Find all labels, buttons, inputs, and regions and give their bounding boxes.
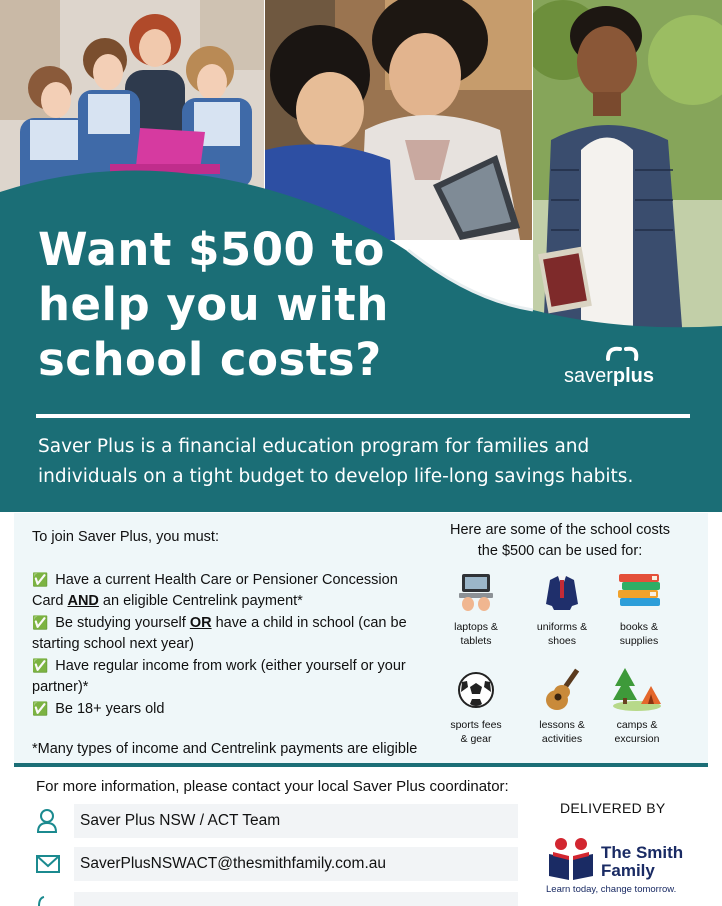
cost-label-line-1: laptops &	[454, 621, 498, 633]
program-description: Saver Plus is a financial education program for families and individuals on a tight budget to develop life-long savings habits.	[38, 436, 634, 487]
check-icon: ✅	[32, 658, 49, 673]
cost-camps	[601, 664, 673, 746]
cost-label-line-2: activities	[541, 733, 583, 745]
cost-label-line-1: sports fees	[450, 719, 502, 731]
cost-label-line-2: shoes	[547, 635, 577, 647]
check-icon: ✅	[32, 572, 49, 587]
smith-family-tagline: Learn today, change tomorrow.	[546, 884, 677, 895]
cost-label-line-2: excursion	[614, 733, 660, 745]
cost-label-line-1: books &	[620, 621, 658, 633]
soccer-ball-icon	[456, 668, 496, 712]
saverplus-logo	[560, 345, 672, 395]
eligibility-item-concession-card: ✅ Have a current Health Care or Pensioner Concession Card AND an eligible Centrelink payment*	[32, 572, 398, 609]
check-icon: ✅	[32, 615, 49, 630]
laptop-icon	[458, 570, 494, 614]
contact-phone-field	[74, 892, 518, 906]
headline-line-3: school costs?	[38, 333, 382, 386]
headline	[38, 222, 508, 387]
smith-family-logo-mark-icon	[545, 836, 597, 884]
cost-label-line-1: lessons &	[539, 719, 585, 731]
cost-laptops	[440, 570, 512, 648]
cost-label-line-2: supplies	[619, 635, 659, 647]
phone-icon	[36, 896, 52, 906]
headline-line-2: help you with	[38, 278, 389, 331]
cost-label-line-1: uniforms &	[536, 621, 588, 633]
cost-uniforms	[526, 570, 598, 648]
uniform-icon	[544, 570, 580, 614]
contact-team-field: Saver Plus NSW / ACT Team	[74, 804, 518, 838]
cost-books	[603, 570, 675, 648]
smith-family-name: The Smith Family	[601, 843, 684, 880]
hero-divider	[36, 414, 690, 418]
headline-line-1: Want $500 to	[38, 223, 385, 276]
section-divider	[14, 763, 708, 767]
books-icon	[614, 570, 664, 614]
school-costs-title: Here are some of the school costs the $500 can be used for:	[449, 522, 671, 559]
camp-tent-icon	[611, 664, 663, 712]
delivered-by-label: DELIVERED BY	[560, 800, 666, 816]
guitar-icon	[542, 666, 582, 712]
cost-sports	[440, 668, 512, 746]
eligibility-item-income: ✅ Have regular income from work (either yourself or your partner)*	[32, 658, 406, 695]
person-icon	[36, 808, 58, 834]
smith-family-logo	[545, 832, 705, 902]
email-icon	[36, 855, 60, 873]
saverplus-logo-mark-icon	[604, 345, 644, 367]
eligibility-list	[32, 527, 432, 760]
contact-email-link[interactable]: SaverPlusNSWACT@thesmithfamily.com.au	[74, 847, 518, 881]
cost-lessons	[526, 666, 598, 746]
cost-label-line-1: camps &	[616, 719, 658, 731]
saverplus-logo-text: saverplus	[564, 365, 655, 387]
eligibility-title: To join Saver Plus, you must:	[32, 529, 219, 545]
eligibility-footnote: *Many types of income and Centrelink payments are eligible	[32, 741, 418, 757]
eligibility-item-studying: ✅ Be studying yourself OR have a child in school (can be starting school next year)	[32, 615, 407, 652]
cost-label-line-2: & gear	[460, 733, 492, 745]
check-icon: ✅	[32, 701, 49, 716]
cost-label-line-2: tablets	[460, 635, 492, 647]
eligibility-item-age: ✅ Be 18+ years old	[32, 701, 165, 717]
contact-title: For more information, please contact your local Saver Plus coordinator:	[36, 778, 509, 795]
